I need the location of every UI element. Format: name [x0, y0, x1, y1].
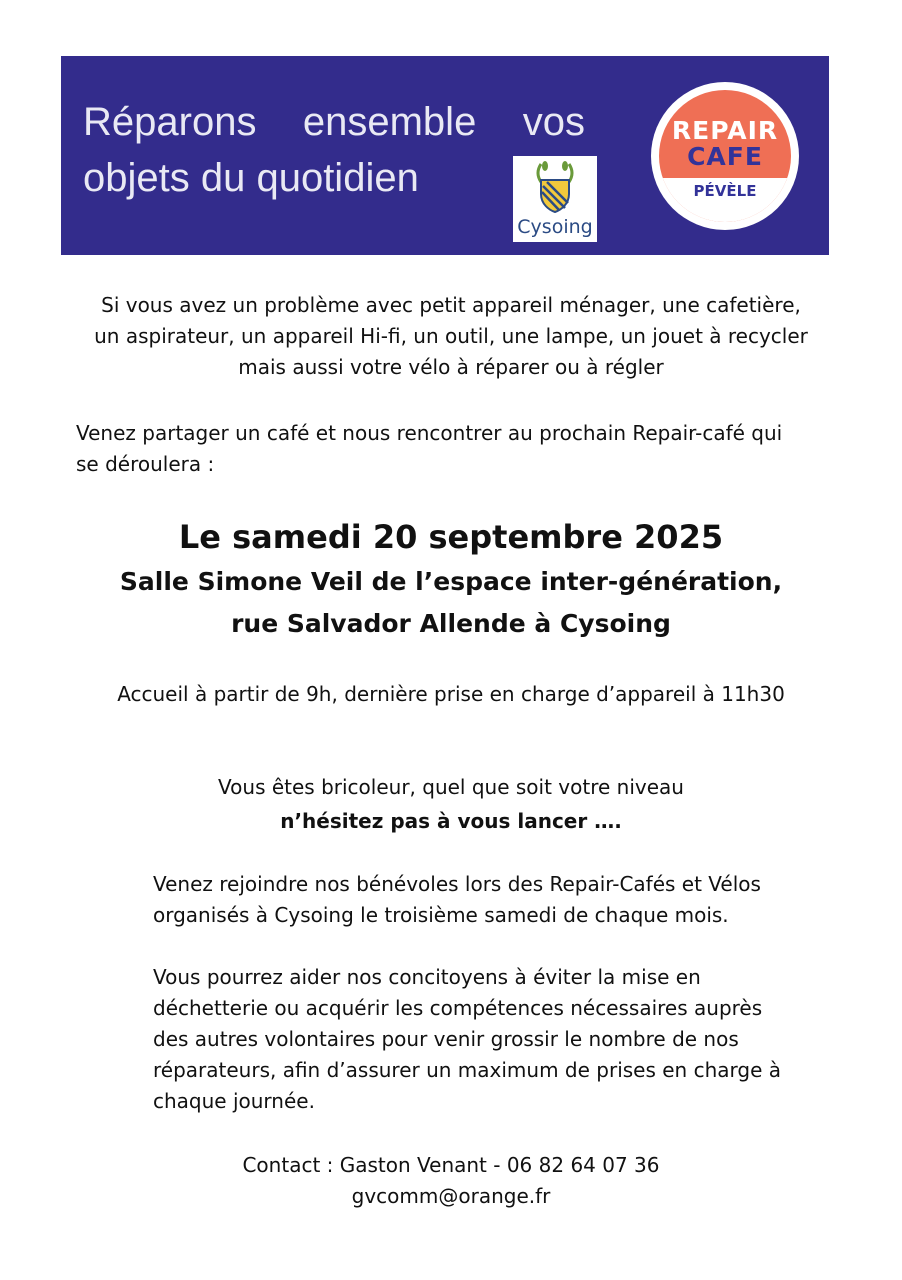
volunteer-line: Vous êtes bricoleur, quel que soit votre niveau	[218, 775, 684, 799]
intro-line: Si vous avez un problème avec petit appareil ménager, une cafetière,	[101, 293, 801, 317]
event-date: Le samedi 20 septembre 2025	[178, 518, 724, 556]
contact-email[interactable]: gvcomm@orange.fr	[351, 1184, 551, 1208]
event-hours: Accueil à partir de 9h, dernière prise en charge d’appareil à 11h30	[117, 682, 785, 706]
banner-title-line1	[83, 94, 585, 150]
join-line: Venez rejoindre nos bénévoles lors des Repair-Cafés et Vélos	[153, 872, 761, 896]
repair-cafe-logo	[651, 82, 799, 230]
cysoing-label: Cysoing	[517, 216, 593, 238]
pevele-band	[659, 178, 791, 222]
banner-title-line2: objets du quotidien	[83, 156, 419, 200]
invite-line: Venez partager un café et nous rencontrer au prochain Repair-café qui	[76, 421, 783, 445]
event-location-line1: Salle Simone Veil de l’espace inter-génération,	[119, 567, 783, 596]
help-line: Vous pourrez aider nos concitoyens à éviter la mise en	[153, 965, 701, 989]
banner-word: ensemble	[302, 100, 477, 144]
cysoing-logo	[513, 156, 597, 242]
help-line: déchetterie ou acquérir les compétences nécessaires auprès	[153, 996, 763, 1020]
help-line: réparateurs, afin d’assurer un maximum de prises en charge à	[153, 1058, 781, 1082]
event-location-line2: rue Salvador Allende à Cysoing	[231, 609, 671, 638]
intro-line: un aspirateur, un appareil Hi-fi, un outil, une lampe, un jouet à recycler	[94, 324, 808, 348]
volunteer-call-to-action: n’hésitez pas à vous lancer ….	[280, 809, 622, 833]
header-banner	[61, 56, 829, 255]
help-line: chaque journée.	[153, 1089, 315, 1113]
cafe-word: CAFE	[687, 142, 763, 171]
banner-word: Réparons	[83, 100, 257, 144]
contact-line: Contact : Gaston Venant - 06 82 64 07 36	[242, 1153, 660, 1177]
banner-title	[83, 94, 585, 206]
help-line: des autres volontaires pour venir grossir le nombre de nos	[153, 1027, 739, 1051]
pevele-word: PÉVÈLE	[693, 182, 757, 200]
join-line: organisés à Cysoing le troisième samedi de chaque mois.	[153, 903, 729, 927]
cysoing-shield-icon	[531, 160, 579, 216]
banner-word: vos	[522, 100, 585, 144]
intro-line: mais aussi votre vélo à réparer ou à régler	[238, 355, 664, 379]
repair-cafe-circle	[659, 90, 791, 222]
repair-word: REPAIR	[671, 116, 779, 145]
invite-line: se déroulera :	[76, 452, 215, 476]
